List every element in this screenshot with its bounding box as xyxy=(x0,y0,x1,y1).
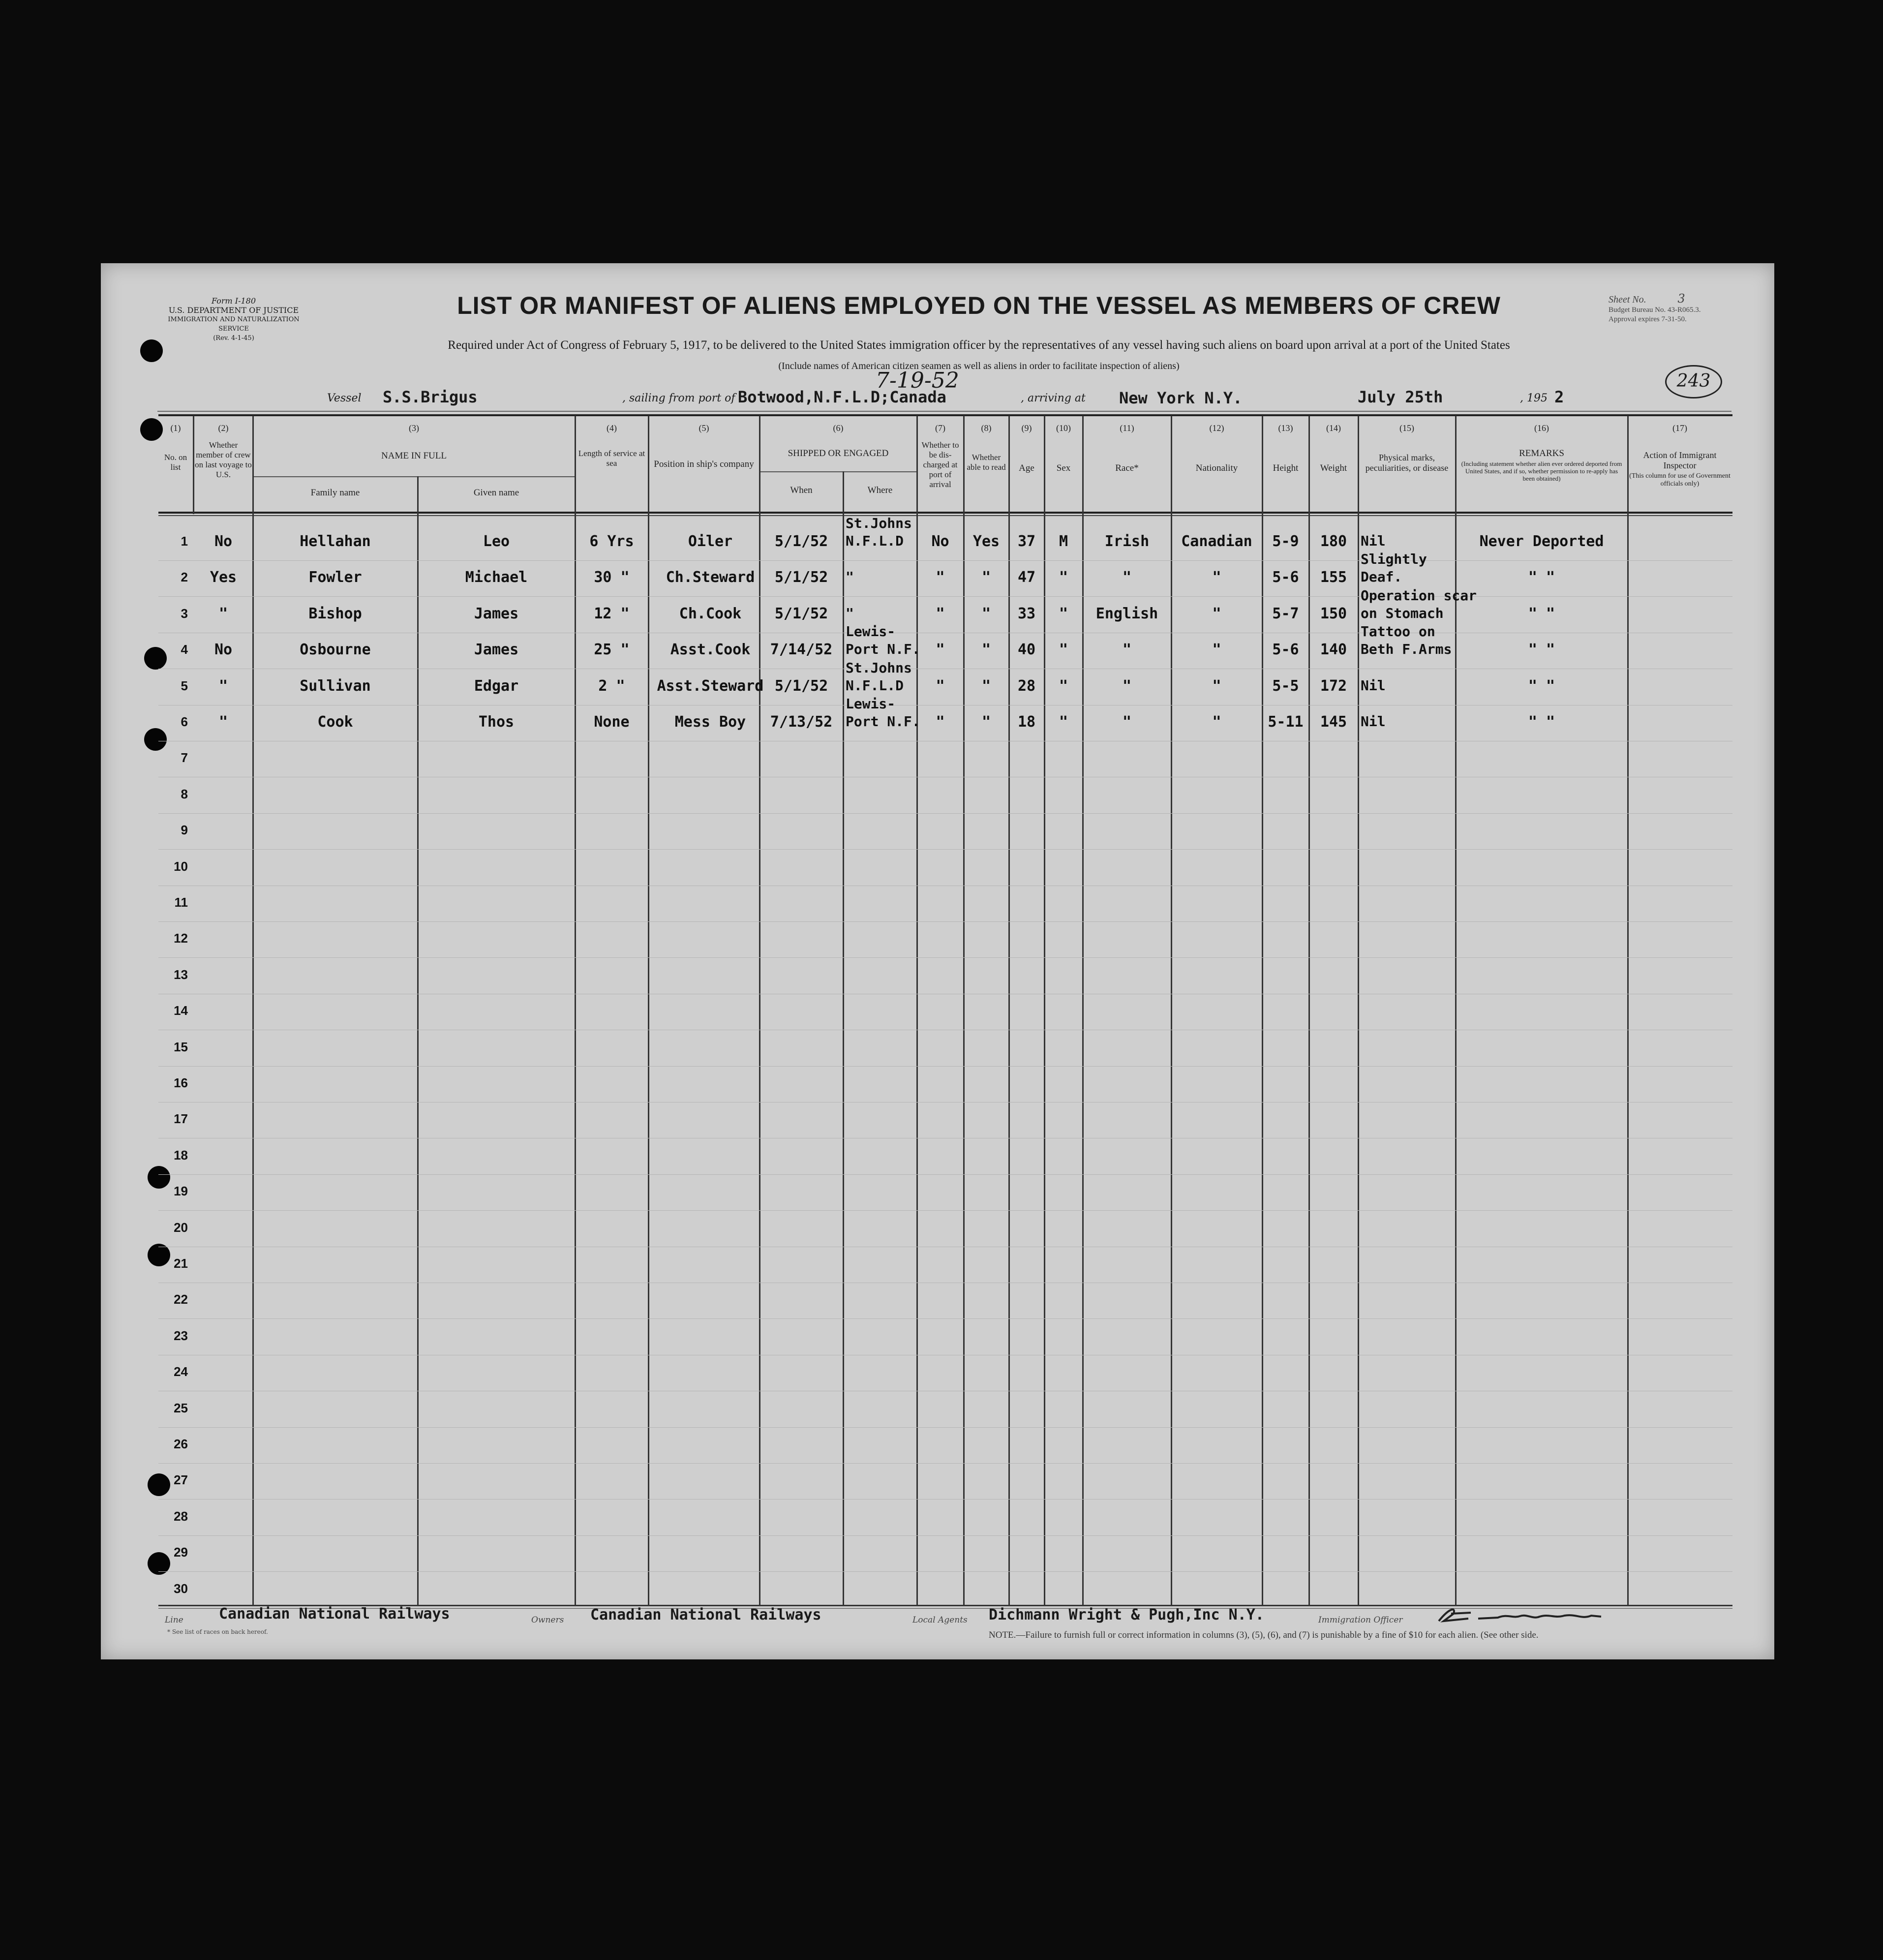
col-header-remarks-note: (Including statement whether alien ever ordered deported from United States, and if so, whether permission to re-apply has been obtained) xyxy=(1461,460,1622,482)
cell-race: Irish xyxy=(1104,533,1150,550)
col-header-sex: Sex xyxy=(1056,463,1071,473)
col-num: (11) xyxy=(1120,423,1134,433)
cell-family: Sullivan xyxy=(300,677,371,695)
row-number: 25 xyxy=(174,1401,188,1415)
row-number: 10 xyxy=(174,859,188,874)
cell-read: " xyxy=(981,569,991,586)
page-title: LIST OR MANIFEST OF ALIENS EMPLOYED ON THE VESSEL AS MEMBERS OF CREW xyxy=(457,292,1501,319)
cell-weight: 150 xyxy=(1320,605,1347,622)
subtitle-note: (Include names of American citizen seamen as well as aliens in order to facilitate inspection of aliens) xyxy=(778,361,1180,371)
cell-height: 5-6 xyxy=(1272,569,1299,586)
year-digit: 2 xyxy=(1554,388,1564,406)
cell-race: " xyxy=(1122,641,1132,658)
row-guide xyxy=(158,1210,1732,1211)
arrival-date: July 25th xyxy=(1358,388,1443,406)
cell-where2: " xyxy=(846,605,854,621)
cell-age: 40 xyxy=(1017,641,1036,658)
cell-position: Oiler xyxy=(688,533,733,550)
col-num: (6) xyxy=(833,423,844,433)
cell-remarks: " " xyxy=(1528,605,1555,622)
row-number: 11 xyxy=(174,895,188,910)
service: IMMIGRATION AND NATURALIZATION SERVICE xyxy=(168,316,300,333)
col-header-when: When xyxy=(790,485,813,495)
punch-hole xyxy=(144,728,167,751)
cell-given: Thos xyxy=(478,713,515,731)
form-id-block xyxy=(152,296,315,343)
row-number: 5 xyxy=(181,678,188,693)
cell-given: Michael xyxy=(465,569,528,586)
form-number: Form I-180 xyxy=(211,296,256,306)
cell-sex: " xyxy=(1059,569,1068,586)
col-header-position: Position in ship's company xyxy=(654,459,754,469)
cell-height: 5-6 xyxy=(1272,641,1299,658)
cell-last: " xyxy=(218,605,228,622)
row-number: 21 xyxy=(174,1256,188,1271)
cell-nat: " xyxy=(1212,677,1221,695)
row-guide xyxy=(158,921,1732,922)
row-guide xyxy=(158,813,1732,814)
cell-marks1: Slightly xyxy=(1361,551,1427,567)
row-number: 8 xyxy=(181,787,188,801)
cell-disch: No xyxy=(931,533,949,550)
col-num: (1) xyxy=(170,423,181,433)
cell-weight: 180 xyxy=(1320,533,1347,550)
row-number: 13 xyxy=(174,967,188,982)
cell-weight: 172 xyxy=(1320,677,1347,695)
cell-sex: " xyxy=(1059,605,1068,622)
row-number: 24 xyxy=(174,1364,188,1379)
row-guide xyxy=(158,1318,1732,1319)
col-header-shipped: SHIPPED OR ENGAGED xyxy=(788,448,889,459)
cell-read: " xyxy=(981,641,991,658)
sheet-info xyxy=(1609,294,1776,324)
row-guide xyxy=(158,596,1732,597)
row-number: 16 xyxy=(174,1075,188,1090)
row-guide xyxy=(158,1427,1732,1428)
col-header-last-voyage: Whether member of crew on last voyage to U.S. xyxy=(195,440,252,479)
cell-race: " xyxy=(1122,677,1132,695)
col-num: (17) xyxy=(1672,423,1687,433)
row-number: 30 xyxy=(174,1581,188,1596)
budget-bureau: Budget Bureau No. 43-R065.3. xyxy=(1609,306,1701,314)
row-guide xyxy=(158,1535,1732,1536)
col-num: (10) xyxy=(1056,423,1071,433)
cell-family: Cook xyxy=(317,713,353,731)
cell-remarks: " " xyxy=(1528,641,1555,658)
cell-read: " xyxy=(981,713,991,731)
cell-remarks: " " xyxy=(1528,713,1555,731)
cell-when: 7/14/52 xyxy=(770,641,833,658)
cell-where2: N.F.L.D xyxy=(846,533,904,549)
row-number: 6 xyxy=(181,714,188,729)
col-header-inspector-note: (This column for use of Government officials only) xyxy=(1629,472,1731,488)
departure-port: Botwood,N.F.L.D;Canada xyxy=(738,388,946,406)
cell-sex: M xyxy=(1059,533,1068,550)
row-number: 15 xyxy=(174,1040,188,1054)
cell-when: 7/13/52 xyxy=(770,713,833,731)
cell-where1: Lewis- xyxy=(846,623,896,640)
cell-service: 12 " xyxy=(594,605,630,622)
cell-marks2: Beth F.Arms xyxy=(1361,641,1452,657)
cell-age: 18 xyxy=(1017,713,1036,731)
owners-label: Owners xyxy=(531,1615,564,1625)
col-header-no: No. on list xyxy=(164,453,187,472)
cell-remarks: Never Deported xyxy=(1479,533,1604,550)
row-number: 18 xyxy=(174,1148,188,1163)
handwritten-page-number: 243 xyxy=(1665,365,1722,398)
row-number: 2 xyxy=(181,570,188,584)
col-num: (14) xyxy=(1326,423,1341,433)
col-num: (12) xyxy=(1209,423,1224,433)
cell-last: No xyxy=(214,641,233,658)
approval-expiry: Approval expires 7-31-50. xyxy=(1609,315,1687,323)
cell-where1: Lewis- xyxy=(846,696,896,712)
cell-age: 28 xyxy=(1017,677,1036,695)
cell-family: Hellahan xyxy=(300,533,371,550)
footnote: * See list of races on back hereof. xyxy=(167,1628,268,1635)
vessel-name: S.S.Brigus xyxy=(383,388,478,406)
cell-service: 25 " xyxy=(594,641,630,658)
row-number: 3 xyxy=(181,606,188,621)
cell-disch: " xyxy=(936,641,945,658)
row-number: 27 xyxy=(174,1472,188,1487)
row-number: 22 xyxy=(174,1292,188,1307)
column-numbers xyxy=(0,423,1883,438)
cell-last: " xyxy=(218,677,228,695)
cell-marks1: Operation scar xyxy=(1361,587,1477,604)
row-guide xyxy=(158,560,1732,561)
line-value: Canadian National Railways xyxy=(219,1605,450,1623)
row-guide xyxy=(158,1066,1732,1067)
col-num: (15) xyxy=(1399,423,1414,433)
line-label: Line xyxy=(165,1615,183,1625)
cell-read: " xyxy=(981,605,991,622)
cell-age: 37 xyxy=(1017,533,1036,550)
row-number: 29 xyxy=(174,1545,188,1560)
cell-disch: " xyxy=(936,605,945,622)
arrival-port: New York N.Y. xyxy=(1119,389,1243,407)
cell-age: 47 xyxy=(1017,569,1036,586)
col-header-discharged: Whether to be dis-charged at port of arrival xyxy=(921,440,959,489)
col-num: (3) xyxy=(409,423,419,433)
owners-value: Canadian National Railways xyxy=(590,1606,821,1623)
cell-service: None xyxy=(594,713,630,731)
revision: (Rev. 4-1-45) xyxy=(213,335,254,342)
row-number: 20 xyxy=(174,1220,188,1235)
cell-position: Ch.Steward xyxy=(666,569,755,586)
cell-remarks: " " xyxy=(1528,677,1555,695)
cell-disch: " xyxy=(936,677,945,695)
col-header-age: Age xyxy=(1019,463,1034,473)
officer-label: Immigration Officer xyxy=(1318,1615,1403,1625)
cell-position: Mess Boy xyxy=(674,713,746,731)
cell-given: James xyxy=(474,641,519,658)
row-number: 7 xyxy=(181,750,188,765)
col-header-remarks: REMARKS xyxy=(1519,448,1564,459)
row-number: 1 xyxy=(181,534,188,549)
cell-marks2: on Stomach xyxy=(1361,605,1444,621)
sailing-label: , sailing from port of xyxy=(622,392,735,404)
cell-marks2: Nil xyxy=(1361,713,1386,730)
cell-last: Yes xyxy=(210,569,237,586)
cell-disch: " xyxy=(936,569,945,586)
col-num: (4) xyxy=(607,423,617,433)
cell-service: 30 " xyxy=(594,569,630,586)
row-number: 9 xyxy=(181,823,188,837)
col-header-height: Height xyxy=(1273,463,1299,473)
cell-when: 5/1/52 xyxy=(774,677,828,695)
row-number: 28 xyxy=(174,1509,188,1524)
cell-nat: " xyxy=(1212,713,1221,731)
sheet-number: 3 xyxy=(1677,292,1685,306)
col-header-service: Length of service at sea xyxy=(578,449,645,468)
cell-nat: Canadian xyxy=(1181,533,1252,550)
col-header-where: Where xyxy=(867,485,893,495)
col-num: (7) xyxy=(935,423,945,433)
cell-marks1: Tattoo on xyxy=(1361,623,1435,640)
row-number: 4 xyxy=(181,642,188,657)
cell-race: " xyxy=(1122,713,1132,731)
row-number: 26 xyxy=(174,1437,188,1451)
cell-when: 5/1/52 xyxy=(774,569,828,586)
col-header-given-name: Given name xyxy=(473,488,519,498)
cell-weight: 145 xyxy=(1320,713,1347,731)
col-header-name: NAME IN FULL xyxy=(381,451,447,461)
cell-where2: Port N.F. xyxy=(846,713,920,730)
col-num: (2) xyxy=(218,423,229,433)
cell-when: 5/1/52 xyxy=(774,533,828,550)
vessel-label: Vessel xyxy=(327,392,362,404)
col-header-read: Whether able to read xyxy=(967,453,1006,472)
row-guide xyxy=(158,1174,1732,1175)
cell-sex: " xyxy=(1059,713,1068,731)
department: U.S. DEPARTMENT OF JUSTICE xyxy=(168,306,299,315)
row-guide xyxy=(158,1571,1732,1572)
fine-note: NOTE.—Failure to furnish full or correct information in columns (3), (5), (6), and (7) is punishable by a fine of $10 for each alien. (See other side. xyxy=(989,1630,1539,1640)
cell-nat: " xyxy=(1212,569,1221,586)
cell-age: 33 xyxy=(1017,605,1036,622)
cell-sex: " xyxy=(1059,641,1068,658)
col-header-physical-marks: Physical marks, peculiarities, or disease xyxy=(1365,453,1449,473)
cell-where2: " xyxy=(846,569,854,585)
row-number: 19 xyxy=(174,1184,188,1198)
col-header-nationality: Nationality xyxy=(1195,463,1238,473)
cell-family: Fowler xyxy=(308,569,362,586)
cell-nat: " xyxy=(1212,605,1221,622)
cell-height: 5-11 xyxy=(1268,713,1304,731)
cell-read: Yes xyxy=(972,533,1000,550)
col-num: (13) xyxy=(1278,423,1293,433)
row-guide xyxy=(158,1499,1732,1500)
row-number: 17 xyxy=(174,1111,188,1126)
cell-sex: " xyxy=(1059,677,1068,695)
handwritten-date: 7-19-52 xyxy=(876,368,959,393)
cell-race: " xyxy=(1122,569,1132,586)
col-num: (8) xyxy=(981,423,992,433)
cell-position: Asst.Steward xyxy=(657,677,764,695)
row-number: 12 xyxy=(174,931,188,946)
row-guide xyxy=(158,1463,1732,1464)
col-header-family-name: Family name xyxy=(310,488,360,498)
cell-position: Ch.Cook xyxy=(679,605,742,622)
cell-family: Osbourne xyxy=(300,641,371,658)
row-guide xyxy=(158,957,1732,958)
cell-where1: St.Johns xyxy=(846,515,912,531)
cell-weight: 155 xyxy=(1320,569,1347,586)
agents-value: Dichmann Wright & Pugh,Inc N.Y. xyxy=(989,1606,1264,1623)
row-number: 23 xyxy=(174,1328,188,1343)
cell-remarks: " " xyxy=(1528,569,1555,586)
cell-marks2: Nil xyxy=(1361,533,1386,549)
row-number: 14 xyxy=(174,1003,188,1018)
cell-marks2: Deaf. xyxy=(1361,569,1402,585)
arriving-label: , arriving at xyxy=(1021,392,1086,404)
agents-label: Local Agents xyxy=(912,1615,968,1625)
cell-read: " xyxy=(981,677,991,695)
cell-height: 5-5 xyxy=(1272,677,1299,695)
cell-where1: St.Johns xyxy=(846,660,912,676)
cell-where2: Port N.F. xyxy=(846,641,920,657)
officer-signature xyxy=(1434,1599,1660,1628)
col-num: (9) xyxy=(1021,423,1032,433)
cell-given: Edgar xyxy=(474,677,519,695)
cell-position: Asst.Cook xyxy=(670,641,751,658)
cell-height: 5-7 xyxy=(1272,605,1299,622)
cell-given: James xyxy=(474,605,519,622)
col-num: (16) xyxy=(1534,423,1549,433)
cell-family: Bishop xyxy=(308,605,362,622)
cell-disch: " xyxy=(936,713,945,731)
cell-height: 5-9 xyxy=(1272,533,1299,550)
cell-marks2: Nil xyxy=(1361,677,1386,694)
row-guide xyxy=(158,849,1732,850)
subtitle: Required under Act of Congress of February 5, 1917, to be delivered to the United States immigration officer by the representatives of any vessel having such aliens on board upon arrival at a port of the United States xyxy=(448,338,1510,352)
cell-given: Leo xyxy=(483,533,510,550)
cell-weight: 140 xyxy=(1320,641,1347,658)
col-num: (5) xyxy=(699,423,709,433)
cell-last: " xyxy=(218,713,228,731)
col-header-race: Race* xyxy=(1115,463,1139,473)
cell-where2: N.F.L.D xyxy=(846,677,904,694)
cell-service: 6 Yrs xyxy=(589,533,634,550)
cell-nat: " xyxy=(1212,641,1221,658)
cell-service: 2 " xyxy=(598,677,625,695)
cell-when: 5/1/52 xyxy=(774,605,828,622)
cell-last: No xyxy=(214,533,233,550)
cell-race: English xyxy=(1095,605,1158,622)
sheet-label: Sheet No. xyxy=(1609,294,1646,305)
col-header-inspector: Action of Immigrant Inspector xyxy=(1643,450,1717,470)
col-header-weight: Weight xyxy=(1320,463,1347,473)
year-label: , 195 xyxy=(1520,392,1548,404)
